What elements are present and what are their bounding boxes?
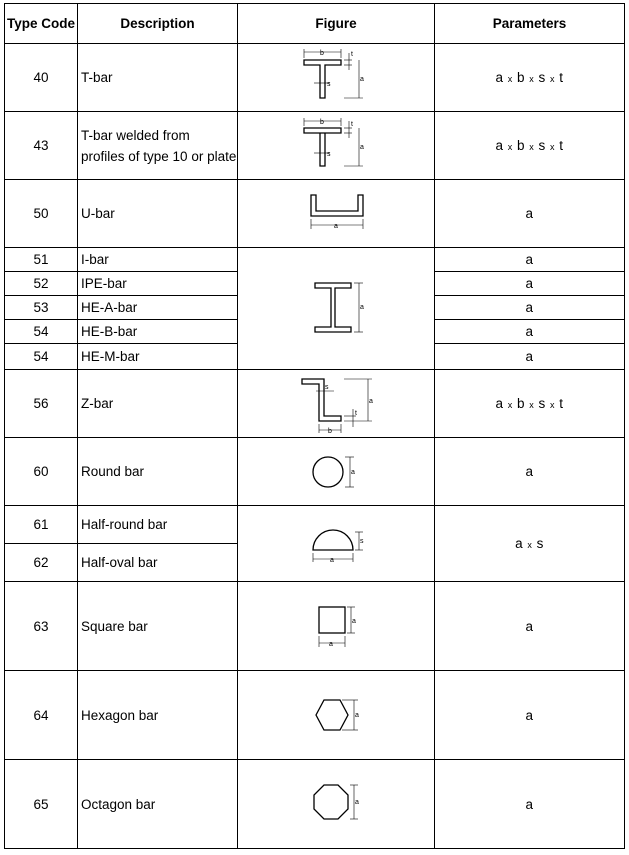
table-row: [5, 671, 625, 760]
label-a: a: [360, 75, 364, 83]
u-bar-figure: [301, 189, 371, 239]
header-parameters: Parameters: [435, 4, 625, 44]
figure-cell: [238, 248, 435, 370]
type-code: 53: [5, 296, 78, 320]
table-row: [5, 582, 625, 671]
description: Half-round bar: [78, 506, 238, 544]
type-code: 63: [5, 582, 78, 671]
parameters: a: [435, 582, 625, 671]
label-s: s: [360, 537, 364, 545]
parameters: a: [435, 760, 625, 849]
parameters: a: [435, 296, 625, 320]
parameters: a: [435, 671, 625, 760]
label-b: b: [320, 118, 324, 126]
octagon-bar-figure: [304, 779, 368, 829]
type-code: 62: [5, 544, 78, 582]
t-bar-figure: [296, 48, 376, 108]
header-row: [5, 4, 625, 44]
figure-cell: [238, 671, 435, 760]
description: Square bar: [78, 582, 238, 671]
figure-cell: [238, 582, 435, 671]
half-round-bar-figure: [301, 520, 371, 568]
parameters: a x s: [435, 506, 625, 582]
z-bar-figure: [294, 373, 378, 435]
table-row: [5, 370, 625, 438]
description: U-bar: [78, 180, 238, 248]
type-code: 64: [5, 671, 78, 760]
description: Octagon bar: [78, 760, 238, 849]
figure-cell: [238, 44, 435, 112]
label-a: a: [355, 799, 359, 806]
type-code: 52: [5, 272, 78, 296]
type-code: 65: [5, 760, 78, 849]
type-code: 50: [5, 180, 78, 248]
type-code: 61: [5, 506, 78, 544]
type-code: 40: [5, 44, 78, 112]
label-t: t: [351, 50, 353, 58]
parameters: a: [435, 180, 625, 248]
figure-cell: [238, 180, 435, 248]
i-bar-figure: [301, 279, 371, 339]
table-row: [5, 506, 625, 544]
label-b: b: [328, 427, 332, 435]
label-a: a: [351, 468, 355, 476]
type-code: 54: [5, 320, 78, 344]
label-a: a: [355, 712, 359, 719]
label-a: a: [329, 641, 333, 648]
parameters: a x b x s x t: [435, 370, 625, 438]
label-b: b: [320, 49, 324, 57]
parameters: a x b x s x t: [435, 44, 625, 112]
label-a: a: [360, 303, 364, 311]
label-t: t: [351, 120, 353, 128]
welded-t-bar-figure: [296, 116, 376, 176]
figure-cell: [238, 438, 435, 506]
description: Hexagon bar: [78, 671, 238, 760]
parameters: a: [435, 272, 625, 296]
table-row: [5, 180, 625, 248]
type-code: 60: [5, 438, 78, 506]
label-s: s: [327, 80, 331, 88]
figure-cell: [238, 760, 435, 849]
description: IPE-bar: [78, 272, 238, 296]
description: T-bar welded from profiles of type 10 or plate: [78, 112, 238, 180]
description: T-bar: [78, 44, 238, 112]
table-row: [5, 44, 625, 112]
figure-cell: [238, 370, 435, 438]
description: Half-oval bar: [78, 544, 238, 582]
description: HE-A-bar: [78, 296, 238, 320]
table-row: [5, 112, 625, 180]
label-s: s: [325, 383, 329, 391]
description: Z-bar: [78, 370, 238, 438]
header-type-code: Type Code: [5, 4, 78, 44]
label-a: a: [330, 556, 334, 564]
figure-cell: [238, 506, 435, 582]
header-figure: Figure: [238, 4, 435, 44]
table-row: [5, 760, 625, 849]
profile-types-table: [4, 3, 625, 849]
label-a: a: [360, 143, 364, 151]
table-row: [5, 438, 625, 506]
type-code: 54: [5, 344, 78, 370]
square-bar-figure: [309, 601, 363, 651]
description: Round bar: [78, 438, 238, 506]
type-code: 51: [5, 248, 78, 272]
parameters: a: [435, 344, 625, 370]
parameters: a: [435, 248, 625, 272]
round-bar-figure: [306, 450, 366, 494]
parameters: a: [435, 320, 625, 344]
label-t: t: [355, 409, 357, 417]
description: I-bar: [78, 248, 238, 272]
parameters: a: [435, 438, 625, 506]
figure-cell: [238, 112, 435, 180]
description: HE-B-bar: [78, 320, 238, 344]
parameters: a x b x s x t: [435, 112, 625, 180]
label-a: a: [352, 618, 356, 625]
type-code: 56: [5, 370, 78, 438]
hexagon-bar-figure: [304, 692, 368, 738]
table-row: [5, 248, 625, 272]
type-code: 43: [5, 112, 78, 180]
label-a: a: [369, 397, 373, 405]
description: HE-M-bar: [78, 344, 238, 370]
header-description: Description: [78, 4, 238, 44]
label-s: s: [327, 150, 331, 158]
label-a: a: [334, 222, 338, 230]
